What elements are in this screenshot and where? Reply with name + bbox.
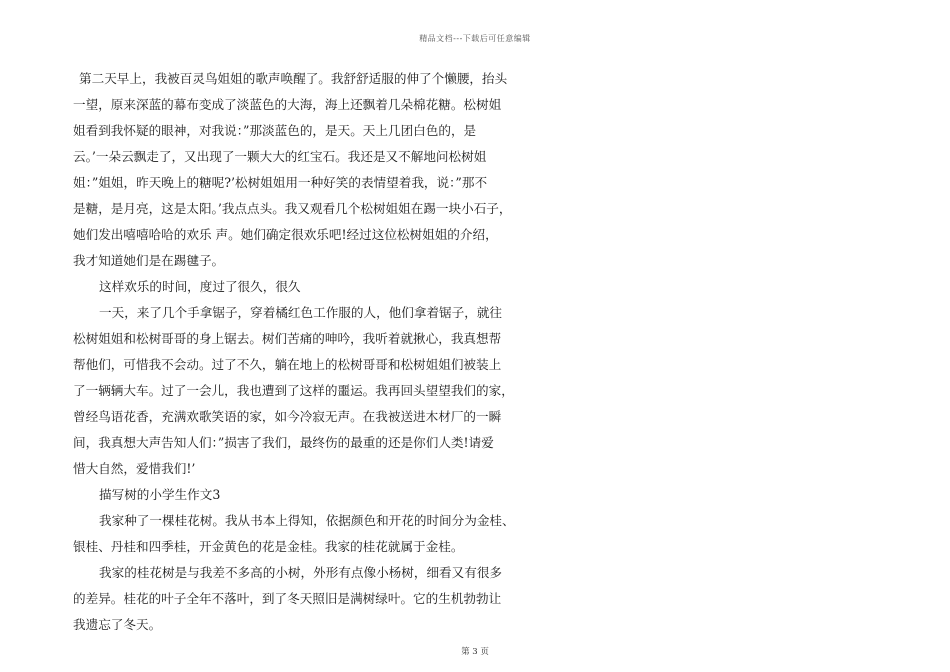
header-note: 精品文档---下载后可任意编辑 [419,34,531,43]
text-line: 我家种了一棵桂花树。我从书本上得知，依据颜色和开花的时间分为金桂、 [99,513,515,528]
text-line: 第二天早上，我被百灵鸟姐姐的歌声唤醒了。我舒舒适服的伸了个懒腰，抬头 [79,71,508,86]
text-line: 云。’一朵云飘走了，又出现了一颗大大的红宝石。我还是又不解地问松树姐 [73,149,487,164]
text-line: 是糖，是月亮，这是太阳。’我点点头。我又观看几个松树姐姐在踢一块小石子， [73,201,512,216]
text-line: 帮他们，可惜我不会动。过了不久，躺在地上的松树哥哥和松树姐姐们被装上 [73,357,502,372]
body-text [73,66,515,638]
text-line: 这样欢乐的时间，度过了很久，很久 [99,279,301,294]
text-line: 了一辆辆大车。过了一会儿，我也遭到了这样的噩运。我再回头望望我们的家， [73,383,514,398]
text-line: 间，我真想大声告知人们：”损害了我们，最终伤的最重的还是你们人类!请爱 [73,435,494,450]
text-line: 她们发出嘻嘻哈哈的欢乐 声。她们确定很欢乐吧!经过这位松树姐姐的介绍， [73,227,498,242]
text-line: 我遗忘了冬天。 [73,617,162,632]
text-line: 描写树的小学生作文3 [99,487,221,502]
text-line: 我才知道她们是在踢毽子。 [73,253,225,268]
page-number: 第 3 页 [461,647,489,657]
text-line: 曾经鸟语花香，充满欢歌笑语的家，如今冷寂无声。在我被送进木材厂的一瞬 [73,409,502,424]
text-line: 一天，来了几个手拿锯子，穿着橘红色工作服的人，他们拿着锯子，就往 [99,305,502,320]
text-line: 的差异。桂花的叶子全年不落叶，到了冬天照旧是满树绿叶。它的生机勃勃让 [73,591,502,606]
text-line: 一望，原来深蓝的幕布变成了淡蓝色的大海，海上还飘着几朵棉花糖。松树姐 [73,97,502,112]
text-line: 姐：”姐姐，昨天晚上的糖呢?’松树姐姐用一种好笑的表情望着我，说：”那不 [73,175,488,190]
text-line: 惜大自然，爱惜我们!’ [73,461,196,476]
text-line: 银桂、丹桂和四季桂，开金黄色的花是金桂。我家的桂花就属于金桂。 [73,539,464,554]
text-line: 姐看到我怀疑的眼神，对我说：”那淡蓝色的，是天。天上几团白色的，是 [73,123,477,138]
text-line: 我家的桂花树是与我差不多高的小树，外形有点像小杨树，细看又有很多 [99,565,502,580]
text-line: 松树姐姐和松树哥哥的身上锯去。树们苦痛的呻吟，我听着就揪心，我真想帮 [73,331,502,346]
